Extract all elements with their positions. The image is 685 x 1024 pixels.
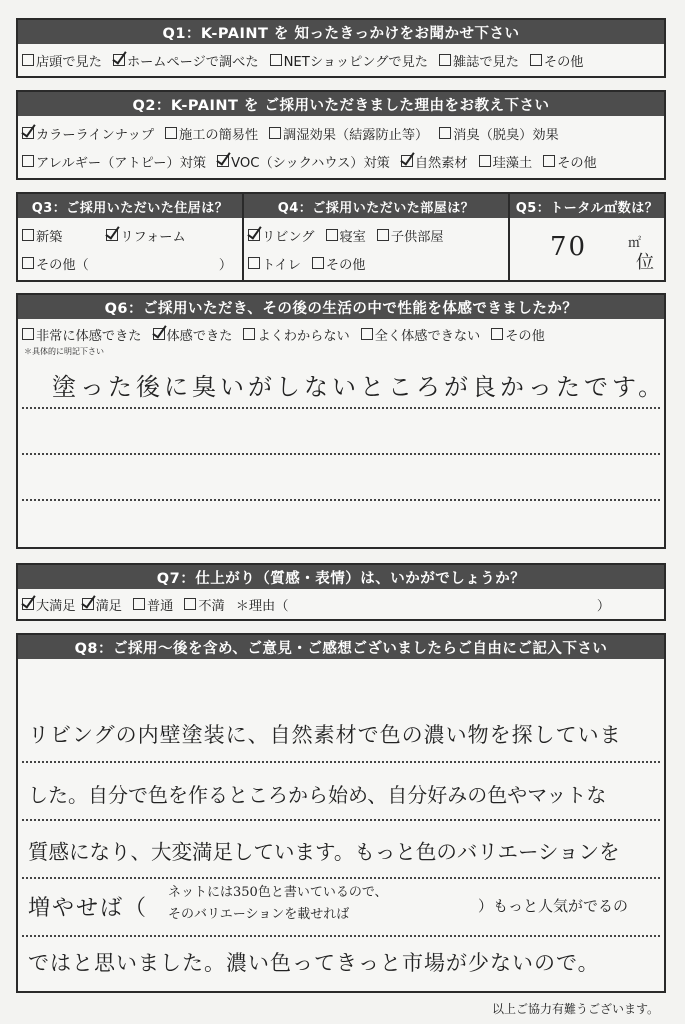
q1-option-net-shopping[interactable] — [270, 51, 428, 70]
answer-line — [22, 455, 660, 501]
q8-handwritten-line-1: リビングの内壁塗装に、自然素材で色の濃い物を探していま — [28, 723, 622, 747]
option-label: リビング — [262, 229, 315, 245]
checkbox-icon[interactable] — [439, 54, 451, 66]
q5-title: Q5：トータル㎡数は？ — [510, 194, 664, 218]
q4-option-kids-room[interactable] — [377, 226, 444, 245]
option-label: その他 — [557, 155, 597, 171]
checkbox-checked-icon[interactable] — [106, 229, 118, 241]
option-label: VOC（シックハウス）対策 — [231, 155, 390, 171]
q4-option-bedroom[interactable] — [326, 226, 366, 245]
answer-line — [22, 659, 660, 763]
checkbox-icon[interactable] — [22, 155, 34, 167]
option-label: 自然素材 — [414, 155, 468, 171]
option-label: 大満足 — [36, 598, 76, 614]
q3-q4-q5-section — [16, 192, 666, 282]
q2-option-other[interactable] — [543, 152, 597, 171]
q8-handwritten-line-5: ではと思いました。濃い色ってきっと市場が少ないので。 — [28, 951, 600, 975]
answer-line — [22, 937, 660, 991]
q3-other-row — [18, 248, 242, 278]
answer-line — [22, 357, 667, 409]
option-label: ホームページで調べた — [126, 54, 259, 70]
q4-title: Q4：ご採用いただいた部屋は？ — [244, 194, 508, 218]
option-label: トイレ — [262, 257, 301, 273]
option-label: 珪藻土 — [492, 155, 533, 171]
option-label: その他 — [505, 328, 545, 344]
q2-options-row-2 — [18, 146, 664, 176]
q8-handwritten-small-bottom: そのバリエーションを載せれば — [168, 907, 350, 922]
q2-option-color-lineup[interactable] — [22, 124, 154, 143]
q8-handwritten-small-top: ネットには350色と書いているので、 — [168, 885, 388, 900]
option-label: 不満 — [198, 598, 225, 614]
q4-options-row-1 — [244, 218, 508, 248]
q1-option-other[interactable] — [530, 51, 584, 70]
checkbox-icon[interactable] — [22, 229, 34, 241]
answer-line — [22, 821, 660, 879]
checkbox-icon[interactable] — [133, 598, 145, 610]
q3-options — [18, 218, 242, 248]
q4-option-toilet[interactable] — [248, 254, 301, 273]
option-label: 体感できた — [166, 328, 233, 344]
q2-section — [16, 90, 666, 180]
checkbox-checked-icon[interactable] — [217, 155, 229, 167]
q4-options-row-2 — [244, 248, 508, 278]
checkbox-icon[interactable] — [22, 54, 34, 66]
option-label: その他（ — [36, 257, 89, 273]
checkbox-icon[interactable] — [243, 328, 255, 340]
checkbox-icon[interactable] — [439, 127, 451, 139]
q7-section — [16, 563, 666, 621]
q7-options — [18, 589, 664, 619]
q8-handwritten-line-3: 質感になり、大変満足しています。もっと色のバリエーションを — [28, 840, 620, 864]
q7-option-very-satisfied[interactable] — [22, 595, 76, 614]
option-label: カラーラインナップ — [36, 127, 155, 143]
checkbox-icon[interactable] — [270, 54, 282, 66]
q7-reason-label: ＊理由（ — [235, 598, 289, 614]
q3-option-new-build[interactable] — [22, 226, 62, 245]
checkbox-checked-icon[interactable] — [22, 598, 34, 610]
q5-handwritten-value: 70 — [550, 232, 588, 262]
q2-option-allergy[interactable] — [22, 152, 206, 171]
option-label: よくわからない — [257, 328, 350, 344]
q1-option-magazine[interactable] — [439, 51, 519, 70]
q6-options — [18, 319, 664, 347]
q8-answer-area[interactable] — [18, 659, 664, 991]
q8-handwritten-line-4-tail: ）もっと人気がでるの — [478, 897, 629, 915]
checkbox-checked-icon[interactable] — [82, 598, 94, 610]
q7-option-normal[interactable] — [133, 595, 173, 614]
answer-line — [22, 763, 660, 821]
option-label: 非常に体感できた — [36, 328, 142, 344]
checkbox-icon[interactable] — [269, 127, 281, 139]
q7-title: Q7：仕上がり（質感・表情）は、いかがでしょうか？ — [18, 565, 664, 589]
q6-option-very[interactable] — [22, 325, 142, 344]
q8-section — [16, 633, 666, 993]
checkbox-icon[interactable] — [165, 127, 177, 139]
q7-reason-close: ） — [596, 598, 610, 614]
q3-title: Q3：ご採用いただいた住居は？ — [18, 194, 242, 218]
q2-option-natural-material[interactable] — [401, 152, 468, 171]
q2-option-voc[interactable] — [217, 152, 390, 171]
q2-option-diatomite[interactable] — [479, 152, 533, 171]
option-label: 施工の簡易性 — [179, 127, 259, 143]
q6-answer-area[interactable] — [18, 357, 667, 537]
q6-option-unsure[interactable] — [243, 325, 349, 344]
checkbox-icon[interactable] — [184, 598, 196, 610]
checkbox-icon[interactable] — [530, 54, 542, 66]
option-label: NETショッピングで見た — [283, 54, 428, 70]
checkbox-checked-icon[interactable] — [113, 54, 125, 66]
q5-column — [510, 194, 664, 280]
checkbox-icon[interactable] — [377, 229, 389, 241]
q8-handwritten-line-4: 増やせば（ — [28, 896, 149, 921]
q6-option-not-at-all[interactable] — [361, 325, 481, 344]
option-label: 普通 — [146, 598, 174, 614]
q6-section — [16, 293, 666, 549]
option-label: 消臭（脱臭）効果 — [453, 127, 559, 143]
q1-option-store[interactable] — [22, 51, 102, 70]
q3-option-other[interactable] — [22, 254, 89, 273]
option-label: その他 — [325, 257, 366, 273]
q2-option-deodorize[interactable] — [439, 124, 559, 143]
checkbox-icon[interactable] — [543, 155, 555, 167]
q4-option-other[interactable] — [312, 254, 366, 273]
option-label: 子供部屋 — [390, 229, 444, 245]
q5-suffix: 位 — [636, 252, 656, 273]
checkbox-icon[interactable] — [248, 257, 260, 269]
q5-answer-area[interactable] — [510, 218, 664, 278]
checkbox-checked-icon[interactable] — [153, 328, 165, 340]
q8-handwritten-line-2: した。自分で色を作るところから始め、自分好みの色やマットな — [28, 783, 607, 807]
option-label: 全く体感できない — [374, 328, 481, 344]
checkbox-icon[interactable] — [22, 328, 34, 340]
q3-column — [18, 194, 244, 280]
option-label: 満足 — [95, 598, 122, 614]
option-label: 新築 — [36, 229, 63, 245]
option-label: アレルギー（アトピー）対策 — [36, 155, 207, 171]
q1-option-homepage[interactable] — [113, 51, 259, 70]
q4-option-living[interactable] — [248, 226, 315, 245]
checkbox-icon[interactable] — [312, 257, 324, 269]
q6-option-felt[interactable] — [153, 325, 233, 344]
q7-option-satisfied[interactable] — [82, 595, 122, 614]
checkbox-checked-icon[interactable] — [401, 155, 413, 167]
answer-line — [22, 879, 660, 937]
q6-handwritten-line-1: 塗った後に臭いがしないところが良かったです。 — [52, 373, 667, 401]
q2-title: Q2：K-PAINT を ご採用いただきました理由をお教え下さい — [18, 92, 664, 116]
q6-option-other[interactable] — [491, 325, 545, 344]
checkbox-icon[interactable] — [22, 257, 34, 269]
q1-title: Q1：K-PAINT を 知ったきっかけをお聞かせ下さい — [18, 20, 664, 44]
option-label: 店頭で見た — [36, 54, 102, 70]
checkbox-checked-icon[interactable] — [248, 229, 260, 241]
q2-options-row-1 — [18, 116, 664, 146]
q2-option-humidity[interactable] — [269, 124, 428, 143]
footer-thanks: 以上ご協力有難うございます。 — [491, 1002, 659, 1016]
option-label: その他 — [543, 54, 584, 70]
checkbox-icon[interactable] — [479, 155, 491, 167]
checkbox-checked-icon[interactable] — [22, 127, 34, 139]
checkbox-icon[interactable] — [361, 328, 373, 340]
q2-option-easy-application[interactable] — [165, 124, 258, 143]
option-label: 雑誌で見た — [452, 54, 519, 70]
answer-line — [22, 501, 660, 537]
option-label: 寝室 — [339, 229, 366, 245]
option-label: 調湿効果（結露防止等） — [283, 127, 429, 143]
q1-section — [16, 18, 666, 78]
q6-note: ＊具体的に明記下さい — [24, 347, 104, 356]
q8-title: Q8：ご採用〜後を含め、ご意見・ご感想ございましたらご自由にご記入下さい — [18, 635, 664, 659]
q5-unit: ㎡ — [628, 236, 642, 251]
checkbox-icon[interactable] — [491, 328, 503, 340]
q3-option-reform[interactable] — [106, 226, 185, 245]
q6-title: Q6：ご採用いただき、その後の生活の中で性能を体感できましたか？ — [18, 295, 664, 319]
option-label: リフォーム — [120, 229, 186, 245]
checkbox-icon[interactable] — [326, 229, 338, 241]
q4-column — [244, 194, 510, 280]
answer-line — [22, 409, 660, 455]
q3-other-close: ） — [218, 257, 232, 273]
q1-options — [18, 44, 664, 76]
q7-option-dissatisfied[interactable] — [184, 595, 224, 614]
